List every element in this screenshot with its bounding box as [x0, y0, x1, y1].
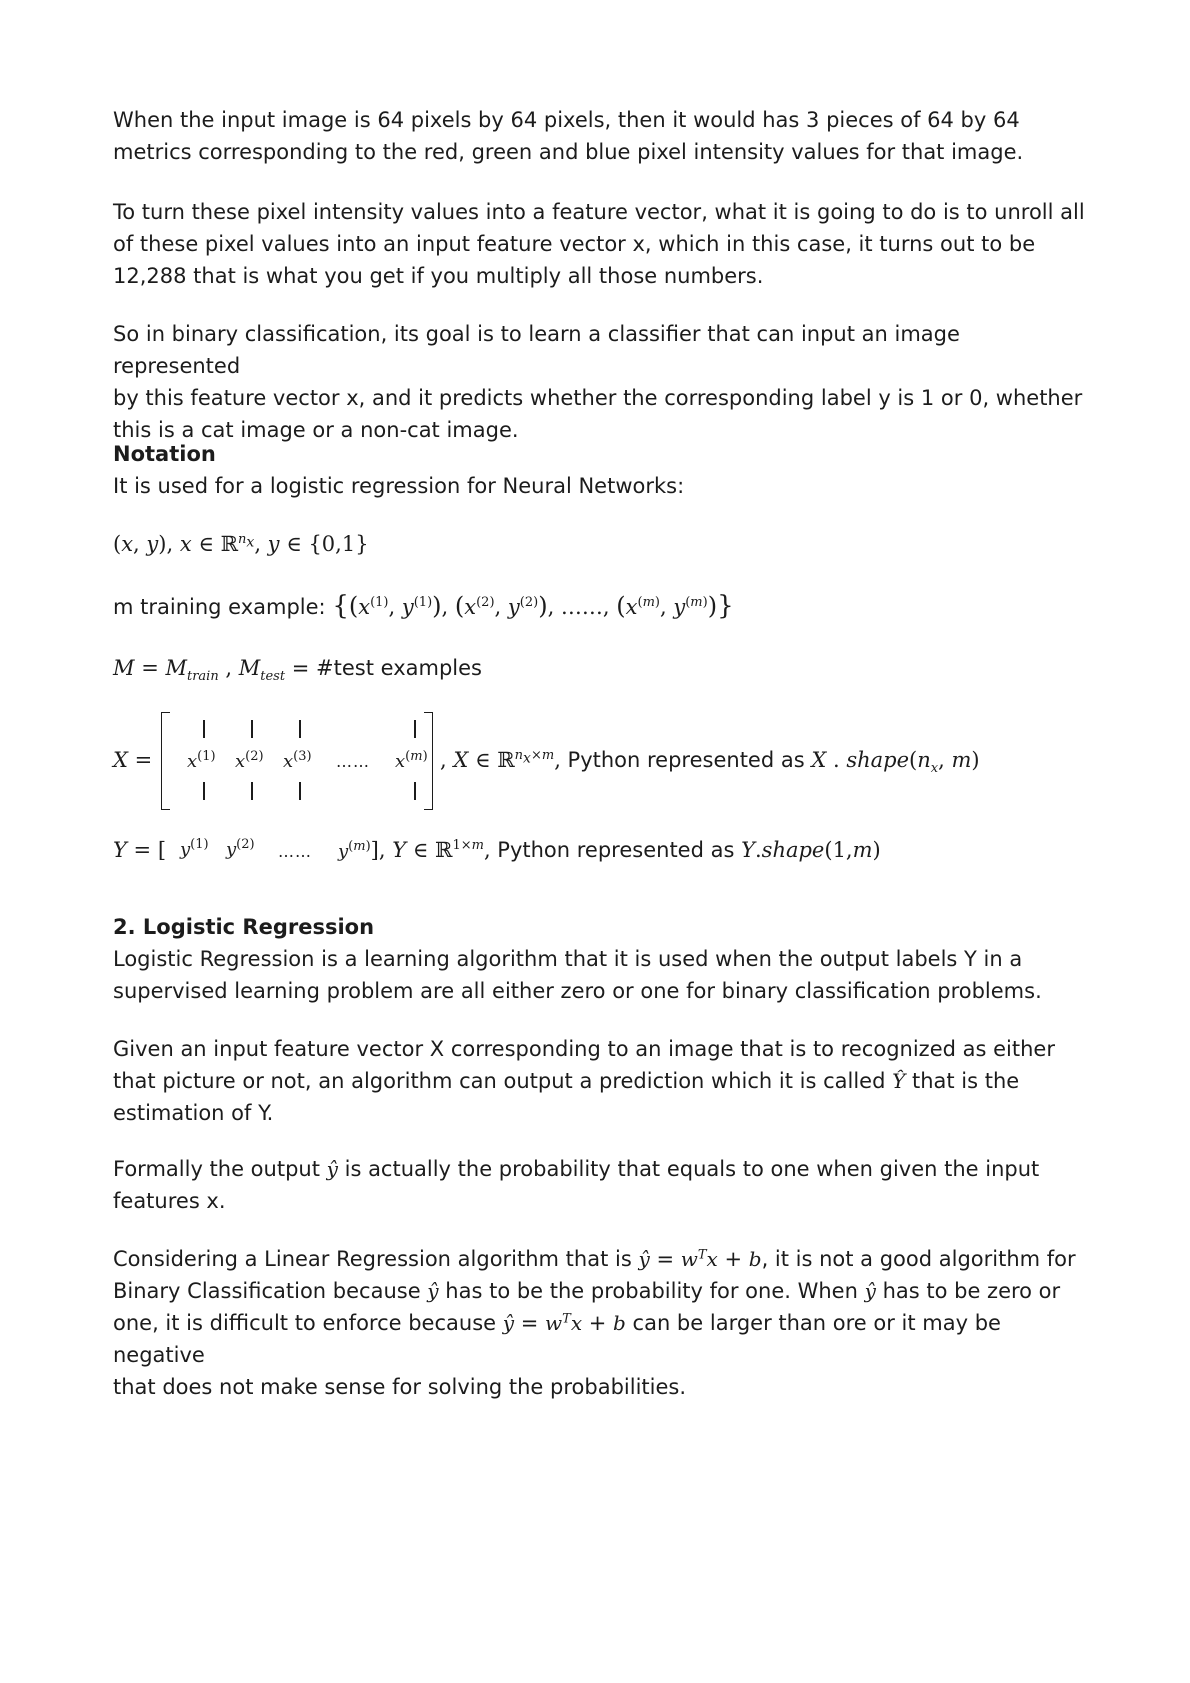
xm-entry: $x^{(m)}$: [395, 749, 428, 772]
paragraph-prediction: Given an input feature vector X corresponding to an image that is to recognized as either that picture or not, an algorithm can output a prediction which it is called Ŷ that is the estimation of Y.: [113, 1037, 1055, 1125]
notation-intro: It is used for a logistic regression for Neural Networks:: [113, 474, 685, 498]
m-definition: $M = M_{train}$ , $M_{test}$ = #test examples: [113, 656, 482, 685]
x1-entry: $x^{(1)}$: [187, 749, 216, 772]
x-left-bracket: [161, 712, 170, 810]
paragraph-feature-vector: To turn these pixel intensity values into a feature vector, what it is going to do is to unroll all of these pixel values into an input feature vector x, which in this case, it turns out to be 12,288 that is what you get if you multiply all those numbers.: [113, 200, 1085, 288]
training-examples-line: m training example: {($x^{(1)}$, $y^{(1)}$), ($x^{(2)}$, $y^{(2)}$), ……, ($x^{(m)}$, $y^{(m)}$)}: [113, 591, 734, 621]
training-label: m training example:: [113, 595, 326, 619]
paragraph-linear-regression: Considering a Linear Regression algorithm that is ŷ = $w^Tx + b$, it is not a good algorithm for Binary Classification because ŷ has to be the probability for one. When ŷ has to be zero or one, it is difficult to enforce because ŷ = $w^Tx + b$ can be larger than ore or it may be negative that does not make sense for solving the probabilities.: [113, 1247, 1076, 1399]
logistic-regression-heading: 2. Logistic Regression: [113, 915, 375, 939]
x3-entry: $x^{(3)}$: [283, 749, 312, 772]
y-python-text: Python represented as: [497, 838, 735, 862]
y1-entry: $y^{(1)}$: [180, 837, 209, 860]
x-equals: X =: [113, 748, 153, 772]
x-python-text: Python represented as: [567, 748, 805, 772]
test-examples-text: = #test examples: [291, 656, 482, 680]
x2-entry: $x^{(2)}$: [235, 749, 264, 772]
logistic-regression-definition: Logistic Regression is a learning algorithm that it is used when the output labels Y in a supervised learning problem are all either zero or one for binary classification problems.: [113, 947, 1042, 1003]
x-domain: , X ∈ ℝ$^{n_x\times m}$, Python represented as X . $shape(n_x$, m): [440, 748, 980, 777]
y-ellipsis: ……: [278, 842, 312, 861]
xy-definition: (x, y), x ∈ ℝ$^{n_x}$, y ∈ {0,1}: [113, 532, 369, 556]
paragraph-output-probability: Formally the output ŷ is actually the probability that equals to one when given the input features x.: [113, 1157, 1040, 1213]
notation-heading: Notation: [113, 442, 216, 466]
paragraph-input-image: When the input image is 64 pixels by 64 pixels, then it would has 3 pieces of 64 by 64 metrics corresponding to the red, green and blue pixel intensity values for that image.: [113, 108, 1024, 164]
y-equals: Y = [: [113, 838, 167, 862]
y-domain: $y^{(m)}$], Y ∈ ℝ$^{1\times m}$, Python represented as Y.shape(1,m): [338, 838, 881, 862]
x-ellipsis: ……: [336, 752, 370, 771]
paragraph-binary-classification: So in binary classification, its goal is to learn a classifier that can input an image represented by this feature vector x, and it predicts whether the corresponding label y is 1 or 0, whether this is a cat image or a non-cat image.: [113, 322, 1083, 442]
y2-entry: $y^{(2)}$: [226, 837, 255, 860]
